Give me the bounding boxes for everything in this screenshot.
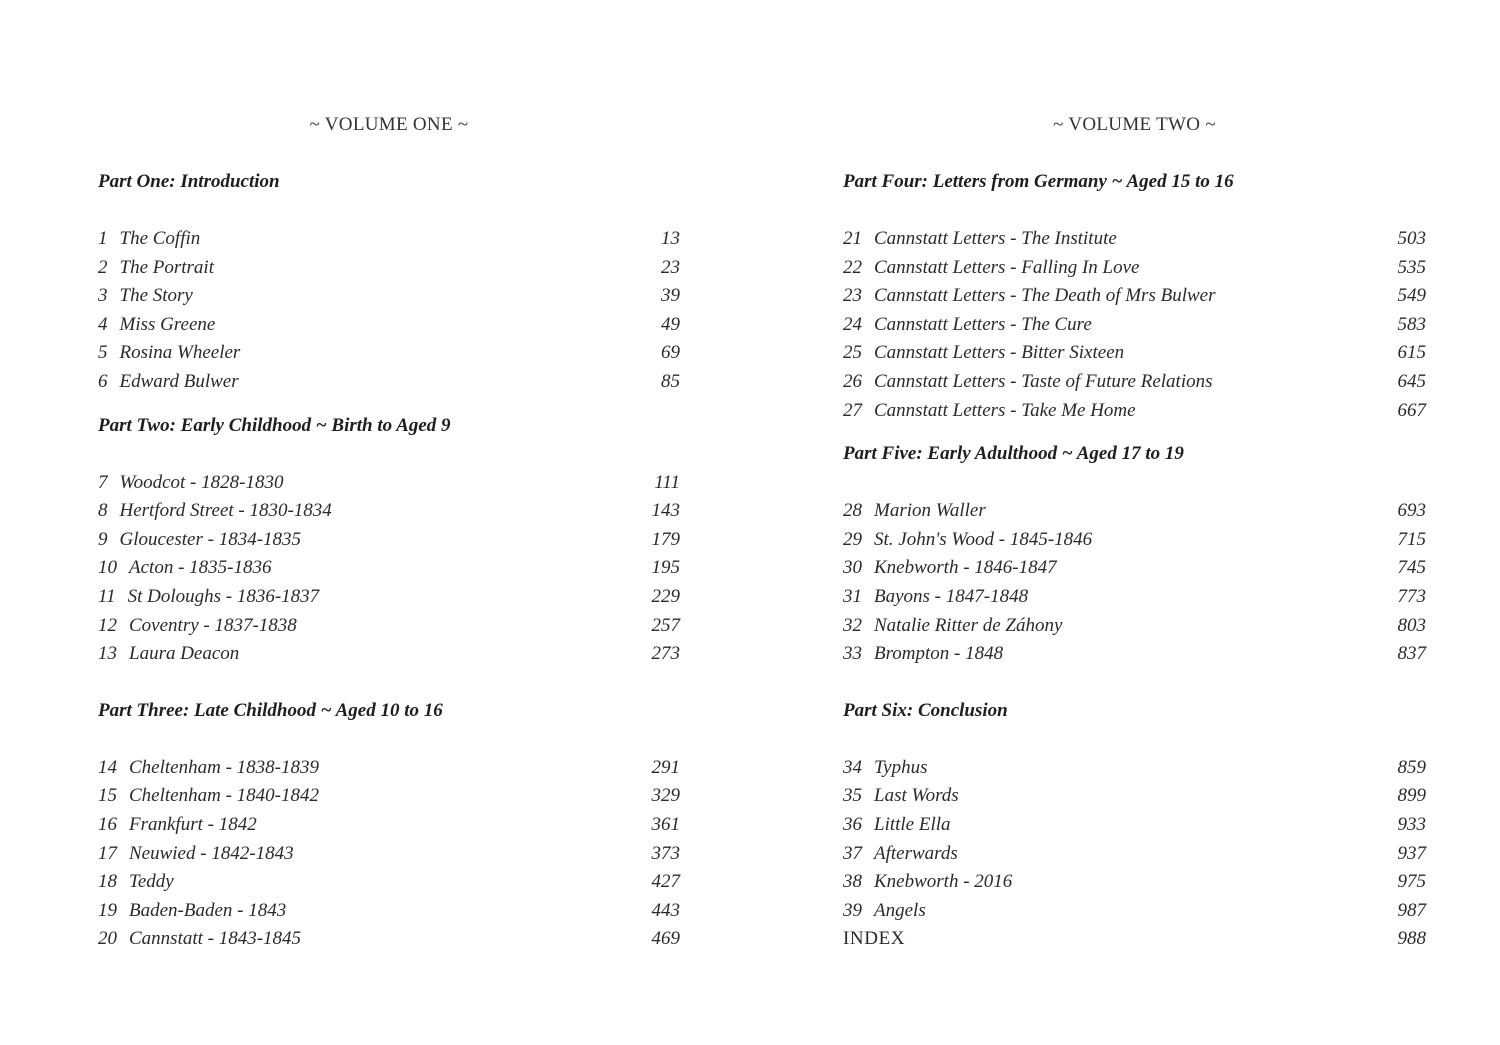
chapter-title: Edward Bulwer bbox=[119, 370, 239, 392]
chapter-page: 329 bbox=[651, 785, 680, 807]
chapter-title: Afterwards bbox=[874, 842, 958, 864]
chapter-number: 26 bbox=[843, 370, 862, 392]
part-heading: Part Three: Late Childhood ~ Aged 10 to 16 bbox=[98, 699, 443, 721]
chapter-label bbox=[843, 868, 1012, 897]
chapter-label bbox=[843, 782, 959, 811]
chapter-page: 803 bbox=[1397, 614, 1426, 636]
chapter-title: The Coffin bbox=[119, 228, 201, 249]
chapter-list bbox=[98, 754, 680, 954]
chapter-page: 49 bbox=[661, 313, 680, 335]
part-six bbox=[843, 697, 1426, 954]
chapter-entry[interactable] bbox=[98, 868, 680, 897]
part-two bbox=[98, 412, 680, 669]
chapter-entry[interactable] bbox=[843, 811, 1426, 840]
chapter-number: 9 bbox=[98, 528, 108, 550]
chapter-title: Cannstatt Letters - The Cure bbox=[874, 313, 1092, 335]
chapter-title: Cannstatt Letters - The Death of Mrs Bulwer bbox=[874, 285, 1216, 307]
chapter-label bbox=[98, 526, 301, 555]
chapter-page: 195 bbox=[651, 557, 680, 579]
chapter-entry[interactable] bbox=[98, 368, 680, 397]
chapter-page: 645 bbox=[1397, 370, 1426, 392]
chapter-number: 28 bbox=[843, 500, 862, 522]
chapter-number: 35 bbox=[843, 785, 862, 807]
chapter-entry[interactable] bbox=[98, 554, 680, 583]
chapter-title: Little Ella bbox=[874, 813, 951, 835]
chapter-entry[interactable] bbox=[843, 282, 1426, 311]
part-one bbox=[98, 168, 680, 397]
chapter-page: 583 bbox=[1397, 313, 1426, 335]
part-heading: Part Five: Early Adulthood ~ Aged 17 to 19 bbox=[843, 443, 1184, 465]
chapter-title: Last Words bbox=[874, 785, 959, 807]
chapter-entry[interactable] bbox=[843, 640, 1426, 669]
chapter-label bbox=[98, 225, 200, 254]
chapter-entry[interactable] bbox=[843, 368, 1426, 397]
chapter-number: 16 bbox=[98, 813, 117, 835]
chapter-number: 10 bbox=[98, 557, 117, 579]
chapter-number: 5 bbox=[98, 342, 108, 364]
chapter-label bbox=[843, 397, 1136, 426]
chapter-page: 667 bbox=[1397, 399, 1426, 421]
chapter-entry[interactable] bbox=[98, 782, 680, 811]
chapter-entry[interactable] bbox=[98, 497, 680, 526]
chapter-title: Cannstatt - 1843-1845 bbox=[129, 928, 302, 950]
chapter-title: Baden-Baden - 1843 bbox=[129, 899, 287, 921]
chapter-label bbox=[843, 583, 1028, 612]
chapter-number: 19 bbox=[98, 899, 117, 921]
chapter-number: 38 bbox=[843, 871, 862, 893]
chapter-entry[interactable] bbox=[843, 339, 1426, 368]
chapter-page: 273 bbox=[651, 643, 680, 665]
chapter-number: 25 bbox=[843, 342, 862, 364]
chapter-number: 23 bbox=[843, 285, 862, 307]
chapter-label bbox=[98, 339, 240, 368]
chapter-label bbox=[98, 782, 319, 811]
chapter-title: Acton - 1835-1836 bbox=[129, 557, 272, 579]
chapter-label bbox=[98, 612, 297, 641]
chapter-title: Gloucester - 1834-1835 bbox=[119, 528, 302, 550]
chapter-entry[interactable] bbox=[843, 526, 1426, 555]
chapter-page: 715 bbox=[1397, 528, 1426, 550]
chapter-page: 837 bbox=[1397, 643, 1426, 665]
chapter-page: 111 bbox=[654, 471, 680, 493]
chapter-label bbox=[98, 311, 215, 340]
chapter-label bbox=[843, 311, 1092, 340]
chapter-title: St. John's Wood - 1845-1846 bbox=[874, 528, 1093, 550]
chapter-title: Laura Deacon bbox=[129, 643, 240, 665]
chapter-title: Bayons - 1847-1848 bbox=[874, 585, 1029, 607]
chapter-label bbox=[98, 897, 286, 926]
chapter-label bbox=[843, 640, 1003, 669]
volume-title: ~ VOLUME ONE ~ bbox=[309, 114, 469, 135]
chapter-page: 615 bbox=[1397, 342, 1426, 364]
chapter-title: Natalie Ritter de Záhony bbox=[874, 614, 1063, 636]
chapter-number: 17 bbox=[98, 842, 117, 864]
chapter-number: 37 bbox=[843, 842, 862, 864]
chapter-label bbox=[843, 554, 1057, 583]
chapter-list bbox=[843, 754, 1426, 954]
part-heading: Part One: Introduction bbox=[98, 171, 280, 192]
chapter-number: 34 bbox=[843, 756, 862, 778]
volume-title: ~ VOLUME TWO ~ bbox=[1053, 114, 1216, 135]
chapter-page: 933 bbox=[1397, 813, 1426, 835]
chapter-number: 33 bbox=[843, 643, 862, 665]
chapter-label bbox=[98, 925, 301, 954]
chapter-label bbox=[98, 583, 319, 612]
chapter-entry[interactable] bbox=[843, 497, 1426, 526]
chapter-number: 29 bbox=[843, 528, 862, 550]
chapter-entry[interactable] bbox=[98, 897, 680, 926]
index-page: 988 bbox=[1397, 928, 1426, 950]
chapter-number: 36 bbox=[843, 813, 862, 835]
chapter-title: Brompton - 1848 bbox=[874, 643, 1004, 665]
chapter-entry[interactable] bbox=[843, 782, 1426, 811]
chapter-entry[interactable] bbox=[98, 526, 680, 555]
chapter-page: 143 bbox=[651, 500, 680, 522]
part-three bbox=[98, 697, 680, 954]
chapter-page: 13 bbox=[661, 228, 680, 249]
chapter-entry[interactable] bbox=[98, 254, 680, 283]
chapter-number: 3 bbox=[98, 285, 108, 307]
chapter-page: 773 bbox=[1397, 585, 1426, 607]
part-heading: Part Four: Letters from Germany ~ Aged 15 to 16 bbox=[843, 171, 1234, 192]
chapter-label bbox=[98, 754, 319, 783]
chapter-page: 427 bbox=[651, 871, 680, 893]
chapter-title: Cannstatt Letters - The Institute bbox=[874, 228, 1117, 249]
chapter-entry[interactable] bbox=[843, 254, 1426, 283]
chapter-page: 859 bbox=[1397, 756, 1426, 778]
chapter-page: 291 bbox=[651, 756, 680, 778]
chapter-title: Cheltenham - 1840-1842 bbox=[129, 785, 319, 807]
chapter-label bbox=[843, 811, 951, 840]
chapter-list bbox=[98, 469, 680, 669]
chapter-title: Rosina Wheeler bbox=[119, 342, 241, 364]
chapter-title: Cheltenham - 1838-1839 bbox=[129, 756, 319, 778]
chapter-number: 30 bbox=[843, 557, 862, 579]
chapter-list bbox=[98, 225, 680, 397]
chapter-title: Hertford Street - 1830-1834 bbox=[119, 500, 332, 522]
chapter-title: The Portrait bbox=[119, 256, 214, 278]
chapter-title: Typhus bbox=[874, 756, 928, 778]
chapter-title: St Doloughs - 1836-1837 bbox=[127, 585, 320, 607]
chapter-page: 179 bbox=[651, 528, 680, 550]
chapter-number: 12 bbox=[98, 614, 117, 636]
part-heading: Part Two: Early Childhood ~ Birth to Aged 9 bbox=[98, 414, 451, 436]
chapter-entry[interactable] bbox=[843, 225, 1426, 254]
chapter-page: 469 bbox=[651, 928, 680, 950]
chapter-page: 443 bbox=[651, 899, 680, 921]
chapter-label bbox=[843, 754, 927, 783]
chapter-label bbox=[98, 282, 193, 311]
chapter-page: 535 bbox=[1397, 256, 1426, 278]
chapter-number: 11 bbox=[98, 585, 116, 607]
chapter-title: Coventry - 1837-1838 bbox=[129, 614, 297, 636]
chapter-list bbox=[843, 225, 1426, 425]
chapter-page: 899 bbox=[1397, 785, 1426, 807]
chapter-title: Angels bbox=[874, 899, 926, 921]
volume-one bbox=[98, 112, 680, 954]
chapter-number: 2 bbox=[98, 256, 108, 278]
chapter-title: Frankfurt - 1842 bbox=[129, 813, 257, 835]
chapter-entry[interactable] bbox=[98, 583, 680, 612]
chapter-title: Knebworth - 1846-1847 bbox=[874, 557, 1057, 579]
chapter-entry[interactable] bbox=[843, 840, 1426, 869]
chapter-title: Cannstatt Letters - Falling In Love bbox=[874, 256, 1140, 278]
chapter-entry[interactable] bbox=[98, 282, 680, 311]
chapter-entry[interactable] bbox=[98, 640, 680, 669]
chapter-entry[interactable] bbox=[98, 612, 680, 641]
chapter-entry[interactable] bbox=[98, 925, 680, 954]
chapter-label bbox=[843, 612, 1062, 641]
chapter-entry[interactable] bbox=[98, 225, 680, 254]
chapter-page: 39 bbox=[661, 285, 680, 307]
chapter-number: 7 bbox=[98, 471, 108, 493]
chapter-entry[interactable] bbox=[843, 754, 1426, 783]
chapter-number: 21 bbox=[843, 228, 862, 249]
chapter-number: 1 bbox=[98, 228, 108, 249]
chapter-title: Marion Waller bbox=[874, 500, 986, 522]
chapter-label bbox=[98, 254, 214, 283]
chapter-label bbox=[98, 469, 283, 498]
chapter-page: 987 bbox=[1397, 899, 1426, 921]
chapter-label bbox=[98, 868, 174, 897]
chapter-number: 20 bbox=[98, 928, 117, 950]
chapter-label bbox=[98, 811, 257, 840]
part-heading: Part Six: Conclusion bbox=[843, 699, 1008, 721]
chapter-label bbox=[843, 497, 986, 526]
chapter-entry[interactable] bbox=[843, 612, 1426, 641]
chapter-title: Cannstatt Letters - Taste of Future Relations bbox=[874, 370, 1213, 392]
chapter-entry[interactable] bbox=[98, 339, 680, 368]
chapter-entry[interactable] bbox=[843, 397, 1426, 426]
chapter-page: 503 bbox=[1397, 228, 1426, 249]
chapter-page: 549 bbox=[1397, 285, 1426, 307]
index-title: INDEX bbox=[843, 928, 906, 950]
chapter-label bbox=[98, 640, 239, 669]
chapter-number: 4 bbox=[98, 313, 108, 335]
chapter-label bbox=[843, 526, 1092, 555]
chapter-entry[interactable] bbox=[843, 897, 1426, 926]
chapter-number: 18 bbox=[98, 871, 117, 893]
chapter-entry[interactable] bbox=[843, 868, 1426, 897]
chapter-label bbox=[843, 282, 1215, 311]
chapter-label bbox=[98, 554, 271, 583]
chapter-page: 69 bbox=[661, 342, 680, 364]
chapter-label bbox=[843, 225, 1117, 254]
chapter-label bbox=[98, 368, 239, 397]
chapter-entry[interactable] bbox=[98, 754, 680, 783]
chapter-title: Neuwied - 1842-1843 bbox=[129, 842, 294, 864]
chapter-entry[interactable] bbox=[843, 311, 1426, 340]
chapter-entry[interactable] bbox=[843, 554, 1426, 583]
chapter-page: 937 bbox=[1397, 842, 1426, 864]
chapter-title: Woodcot - 1828-1830 bbox=[119, 471, 284, 493]
chapter-page: 229 bbox=[651, 585, 680, 607]
chapter-entry[interactable] bbox=[98, 811, 680, 840]
chapter-page: 85 bbox=[661, 370, 680, 392]
part-four bbox=[843, 168, 1426, 425]
chapter-number: 24 bbox=[843, 313, 862, 335]
chapter-number: 39 bbox=[843, 899, 862, 921]
chapter-entry[interactable] bbox=[98, 469, 680, 498]
chapter-entry[interactable] bbox=[98, 840, 680, 869]
volume-two bbox=[843, 112, 1426, 954]
chapter-page: 373 bbox=[651, 842, 680, 864]
chapter-title: The Story bbox=[119, 285, 193, 307]
chapter-number: 15 bbox=[98, 785, 117, 807]
chapter-number: 8 bbox=[98, 500, 108, 522]
chapter-label bbox=[98, 840, 294, 869]
index-entry[interactable] bbox=[843, 925, 1426, 954]
chapter-page: 693 bbox=[1397, 500, 1426, 522]
chapter-number: 14 bbox=[98, 756, 117, 778]
chapter-label bbox=[843, 254, 1139, 283]
chapter-title: Teddy bbox=[129, 871, 174, 893]
chapter-list bbox=[843, 497, 1426, 669]
chapter-number: 31 bbox=[843, 585, 862, 607]
chapter-page: 361 bbox=[651, 813, 680, 835]
chapter-number: 22 bbox=[843, 256, 862, 278]
chapter-page: 257 bbox=[651, 614, 680, 636]
chapter-number: 13 bbox=[98, 643, 117, 665]
chapter-title: Knebworth - 2016 bbox=[874, 871, 1013, 893]
chapter-label bbox=[843, 368, 1213, 397]
chapter-number: 6 bbox=[98, 370, 108, 392]
chapter-number: 27 bbox=[843, 399, 862, 421]
chapter-entry[interactable] bbox=[843, 583, 1426, 612]
chapter-page: 975 bbox=[1397, 871, 1426, 893]
chapter-number: 32 bbox=[843, 614, 862, 636]
chapter-title: Miss Greene bbox=[119, 313, 216, 335]
chapter-label bbox=[98, 497, 332, 526]
chapter-label bbox=[843, 840, 958, 869]
chapter-title: Cannstatt Letters - Take Me Home bbox=[874, 399, 1136, 421]
chapter-label bbox=[843, 339, 1124, 368]
chapter-label bbox=[843, 897, 926, 926]
chapter-entry[interactable] bbox=[98, 311, 680, 340]
chapter-page: 745 bbox=[1397, 557, 1426, 579]
part-five bbox=[843, 440, 1426, 669]
chapter-title: Cannstatt Letters - Bitter Sixteen bbox=[874, 342, 1125, 364]
chapter-page: 23 bbox=[661, 256, 680, 278]
